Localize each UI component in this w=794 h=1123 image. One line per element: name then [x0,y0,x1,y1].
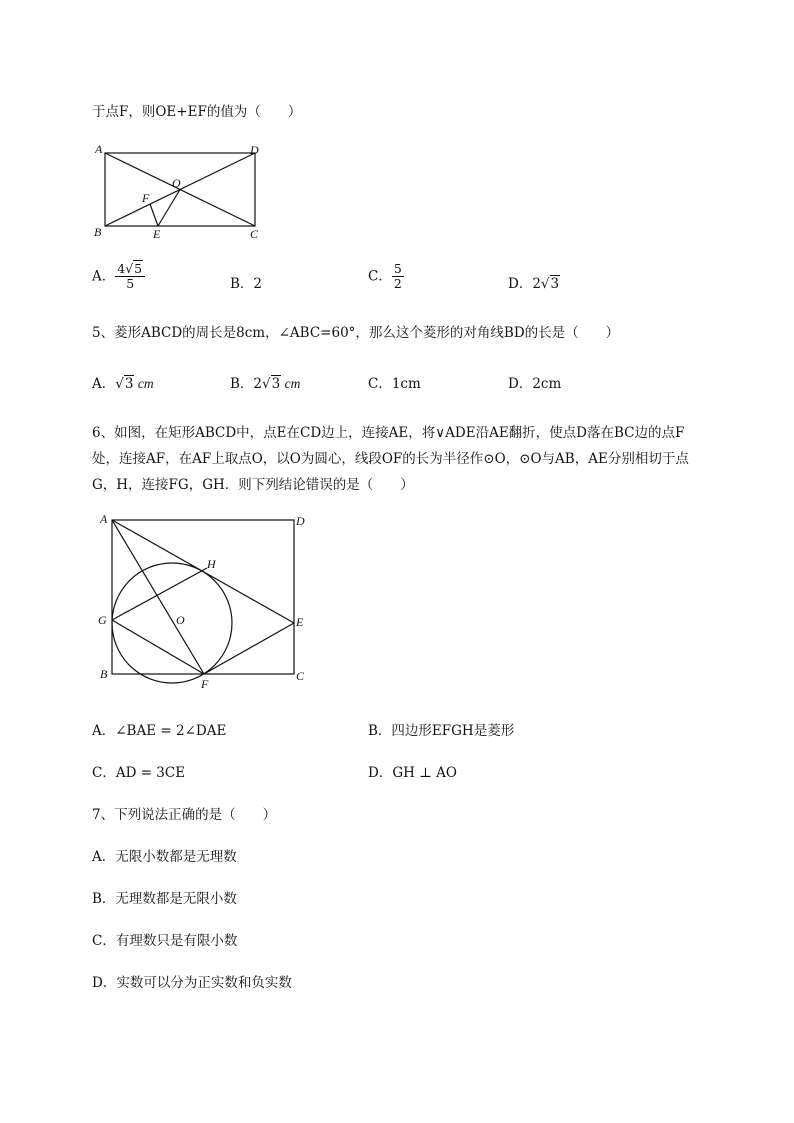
q6-stem-line3: G，H，连接FG，GH．则下列结论错误的是（ ） [92,477,414,493]
label-H: H [207,557,216,571]
label-O: O [176,613,185,627]
label-D: D [250,143,259,157]
q6-stem-line1: 6、如图，在矩形ABCD中，点E在CD边上，连接AE，将∨ADE沿AE翻折，使点D落在BC边的点F [92,425,685,441]
radicand: 5 [134,261,143,276]
unit: cm [134,376,154,391]
radicand: 3 [271,376,281,392]
label-B: B [94,225,102,239]
q5-option-b[interactable]: B．2√3 cm [230,376,301,392]
q4-option-a[interactable]: A． $\frac{4√5}{5}$ [92,262,145,292]
label-F: F [201,677,209,691]
q6-option-d[interactable]: D．GH ⊥ AO [368,765,457,781]
q7-stem: 7、下列说法正确的是（ ） [92,807,277,823]
q4-option-d[interactable]: D．2√3 [508,276,560,292]
option-label: C． [368,268,392,285]
label-C: C [296,669,305,683]
denominator: 2 [393,276,402,292]
q6-option-c[interactable]: C．AD = 3CE [92,765,186,781]
label-O: O [172,176,181,190]
q7-option-c[interactable]: C．有理数只是有限小数 [92,933,238,949]
q6-option-b[interactable]: B．四边形EFGH是菱形 [368,723,515,739]
q6-option-a[interactable]: A．∠BAE = 2∠DAE [92,723,227,739]
option-label: A． [92,376,116,392]
label-G: G [98,613,107,627]
label-E: E [153,227,161,241]
q6-stem-line2: 处，连接AF，在AF上取点O，以O为圆心，线段OF的长为半径作⊙O，⊙O与AB，AE分别相切于点 [92,451,689,467]
q4-option-c[interactable] [368,262,404,292]
label-A: A [100,512,108,526]
q4-option-b[interactable]: B．2 [230,276,263,292]
option-label: A． [92,268,116,285]
q5-option-a[interactable]: A．√3 cm [92,376,154,392]
label-B: B [100,667,108,681]
denominator: 5 [126,276,135,292]
numerator: 5 [393,261,402,276]
q7-option-a[interactable]: A．无限小数都是无理数 [92,849,237,865]
radicand: 3 [124,376,134,392]
option-label: B．2 [230,376,263,392]
label-C: C [250,227,259,241]
label-D: D [296,514,305,528]
label-E: E [296,615,304,629]
option-label: D．2 [508,276,541,292]
label-A: A [95,142,103,156]
q5-option-c[interactable]: C．1cm [368,376,421,392]
q5-stem: 5、菱形ABCD的周长是8cm，∠ABC=60°，那么这个菱形的对角线BD的长是（ ） [92,325,620,341]
q4-diagram [90,140,270,245]
coef: 4 [117,261,126,276]
q5-option-d[interactable]: D．2cm [508,376,562,392]
q4-stem: 于点F，则OE+EF的值为（ ） [92,104,302,120]
q7-option-d[interactable]: D．实数可以分为正实数和负实数 [92,975,292,991]
q7-option-b[interactable]: B．无理数都是无限小数 [92,891,237,907]
label-F: F [142,191,150,205]
radicand: 3 [550,276,560,292]
q6-diagram [92,508,322,693]
unit: cm [281,376,301,391]
